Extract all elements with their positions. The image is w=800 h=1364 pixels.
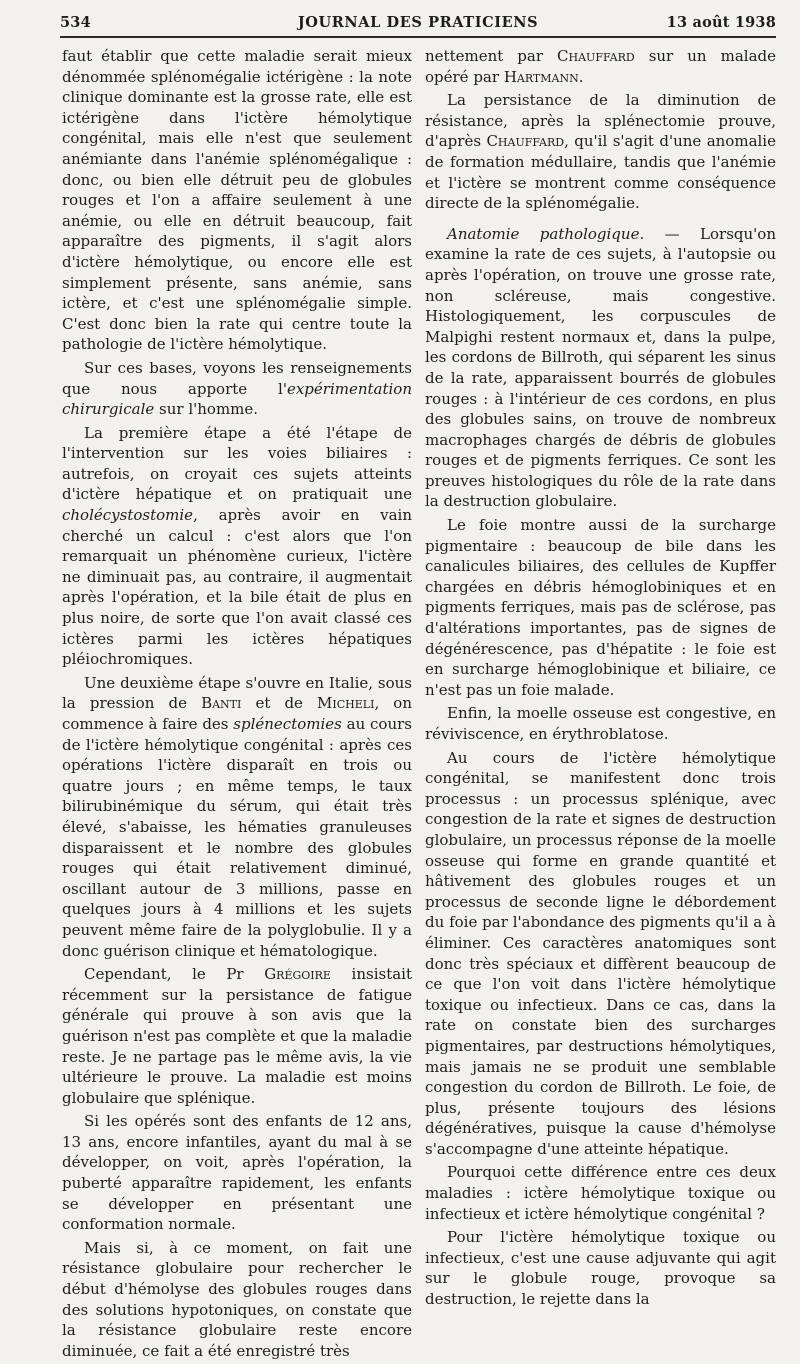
paragraph: Le foie montre aussi de la surcharge pigmentaire : beaucoup de bile dans les canalicules biliaires, des cellules de Kupffer chargées en débris hémoglobiniques et en pigments ferriques, mais pas de sclérose, pas d'altérations importantes, pas de signes de dégénérescence, pas d'hépatite : le foie est en surcharge hémoglobinique et biliaire, ce n'est pas un foie malade. — [425, 516, 776, 699]
paragraph: La première étape a été l'étape de l'intervention sur les voies biliaires : autrefois, on croyait ces sujets atteints d'ictère hépatique et on pratiquait une cholécystostomie, après avoir en vain cherché un calcul : c'est alors que l'on remarquait un phénomène curieux, l'ictère ne diminuait pas, au contraire, il augmentait après l'opération, et la bile était de plus en plus noire, de sorte que l'on avait classé ces ictères parmi les ictères hépatiques pléiochromiques. — [62, 423, 412, 669]
paragraph: faut établir que cette maladie serait mieux dénommée splénomégalie ictérigène : la note clinique dominante est la grosse rate, elle est ictérigène dans l'ictère hémolytique congénital, mais elle n'est que seulement anémiante dans l'anémie splénomégalique : donc, ou bien elle détruit peu de globules rouges et l'on a affaire seulement à une anémie, ou elle en détruit beaucoup, fait apparaître des pigments, il s'agit alors d'ictère hémolytique, ou encore elle est simplement présente, sans anémie, sans ictère, et c'est une splénomégalie simple. C'est donc bien la rate qui centre toute la pathologie de l'ictère hémolytique. — [62, 47, 412, 354]
paragraph: Une deuxième étape s'ouvre en Italie, sous la pression de Banti et de Micheli, on commence à faire des splénectomies au cours de l'ictère hémolytique congénital : après ces opérations l'ictère disparaît en trois ou quatre jours ; en même temps, le taux bilirubinémique du sérum, qui était très élevé, s'abaisse, les hématies granuleuses disparaissent et le nombre des globules rouges qui était relativement diminué, oscillant autour de 3 millions, passe en quelques jours à 4 millions et les sujets peuvent même faire de la polyglobulie. Il y a donc guérison clinique et hématologique. — [62, 673, 412, 960]
paragraph: Pour l'ictère hémolytique toxique ou infectieux, c'est une cause adjuvante qui agit sur le globule rouge, provoque sa destruction, le rejette dans la — [425, 1228, 776, 1309]
page-number: 534 — [60, 14, 91, 31]
paragraph: Enfin, la moelle osseuse est congestive, en réviviscence, en érythroblatose. — [425, 704, 776, 743]
left-column — [62, 46, 412, 1364]
section-heading: Anatomie pathologique — [447, 224, 640, 243]
paragraph: Si les opérés sont des enfants de 12 ans, 13 ans, encore infantiles, ayant du mal à se développer, on voit, après l'opération, la puberté apparaître rapidement, les enfants se développer en présentant une conformation normale. — [62, 1112, 412, 1234]
paragraph: Au cours de l'ictère hémolytique congénital, se manifestent donc trois processus : un processus splénique, avec congestion de la rate et signes de destruction globulaire, un processus réponse de la moelle osseuse qui forme en grande quantité et hâtivement des globules rouges et un processus de seconde ligne le débordement du foie par l'abondance des pigments qu'il a à éliminer. Ces caractères anatomiques sont donc très spéciaux et diffèrent beaucoup de ce que l'on voit dans l'ictère hémolytique toxique ou infectieux. Dans ce cas, dans la rate on constate bien des surcharges pigmentaires, par destructions hémolytiques, mais jamais ne se produit une semblable congestion du cordon de Billroth. Le foie, de plus, présente toujours des lésions dégénératives, puisque la cause d'hémolyse s'accompagne d'une atteinte hépatique. — [425, 748, 776, 1158]
issue-date: 13 août 1938 — [666, 14, 776, 31]
running-header — [60, 14, 776, 36]
journal-title: JOURNAL DES PRATICIENS — [297, 14, 539, 31]
paragraph: Cependant, le Pr Grégoire insistait récemment sur la persistance de fatigue générale qui prouve à son avis que la guérison n'est pas complète et que la maladie reste. Je ne partage pas le même avis, la vie ultérieure le prouve. La maladie est moins globulaire que splénique. — [62, 965, 412, 1107]
paragraph: Pourquoi cette différence entre ces deux maladies : ictère hémolytique toxique ou infectieux et ictère hémolytique congénital ? — [425, 1163, 776, 1223]
section-paragraph: Anatomie pathologique. — Lorsqu'on examine la rate de ces sujets, à l'autopsie ou après l'opération, on trouve une grosse rate, non scléreuse, mais congestive. Histologiquement, les corpuscules de Malpighi restent normaux et, dans la pulpe, les cordons de Billroth, qui séparent les sinus de la rate, apparaissent bourrés de globules rouges : à l'intérieur de ces cordons, en plus des globules sains, on trouve de nombreux macrophages chargés de débris de globules rouges et de pigments ferriques. Ce sont les preuves histologiques du rôle de la rate dans la destruction globulaire. — [425, 224, 776, 511]
header-rule — [60, 36, 776, 38]
paragraph: nettement par Chauffard sur un malade opéré par Hartmann. — [425, 47, 776, 86]
paragraph: Mais si, à ce moment, on fait une résistance globulaire pour rechercher le début d'hémolyse des globules rouges dans des solutions hypotoniques, on constate que la résistance globulaire reste encore diminuée, ce fait a été enregistré très — [62, 1238, 412, 1360]
right-column — [425, 46, 776, 1313]
paragraph: Sur ces bases, voyons les renseignements que nous apporte l'expérimentation chirurgicale sur l'homme. — [62, 358, 412, 419]
paragraph: La persistance de la diminution de résistance, après la splénectomie prouve, d'après Chauffard, qu'il s'agit d'une anomalie de formation médullaire, tandis que l'anémie et l'ictère se montrent comme conséquence directe de la splénomégalie. — [425, 91, 776, 213]
